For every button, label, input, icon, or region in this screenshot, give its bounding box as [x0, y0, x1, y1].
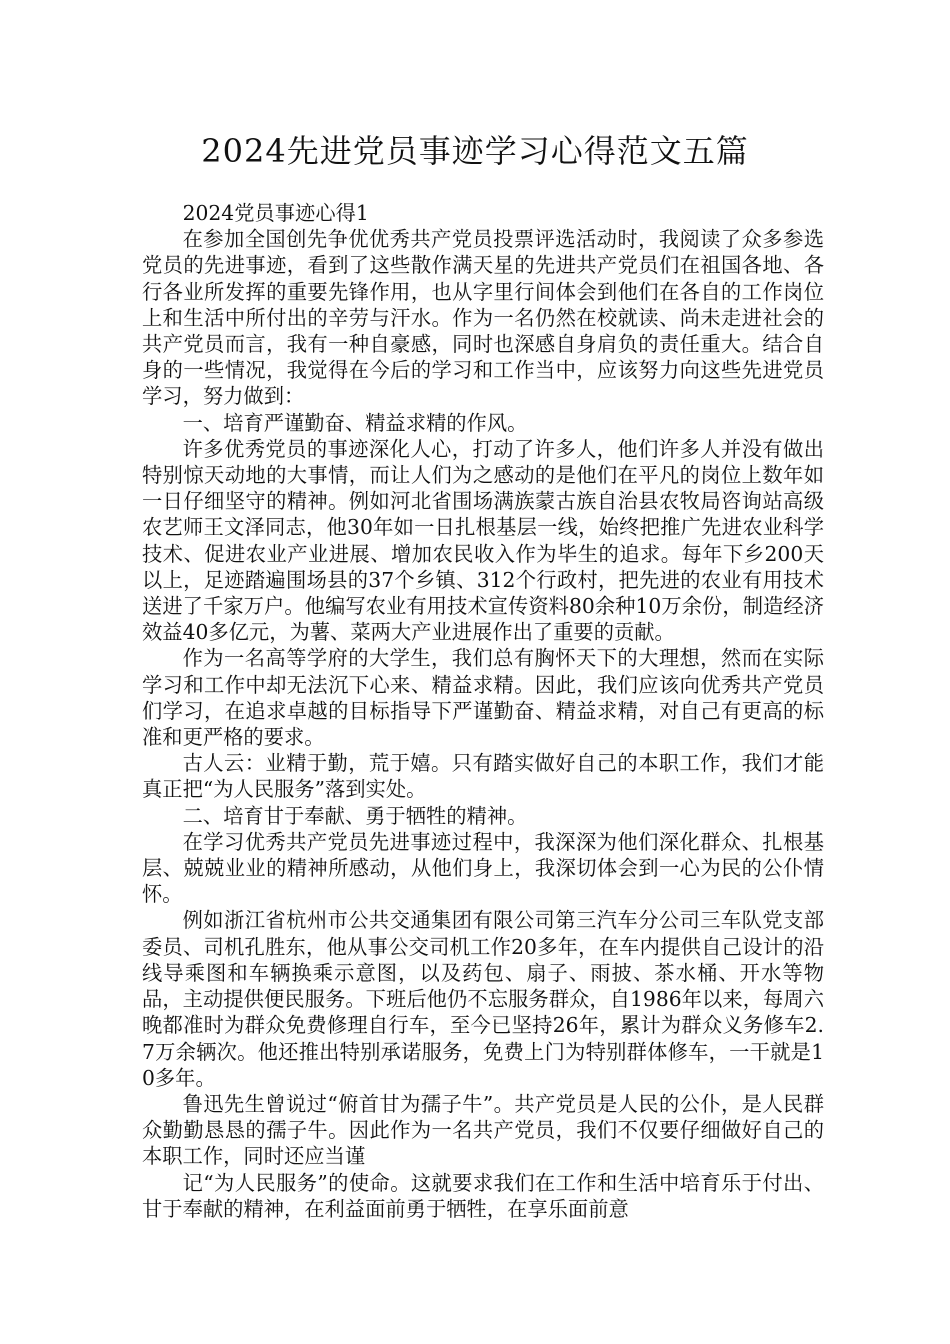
subheading-1: 一、培育严谨勤奋、精益求精的作风。 — [182, 410, 528, 435]
section-heading-1: 2024党员事迹心得1 — [182, 201, 369, 225]
paragraph: 作为一名高等学府的大学生，我们总有胸怀天下的大理想，然而在实际学习和工作中却无法沉下心来、精益求精。因此，我们应该向优秀共产党员们学习，在追求卓越的目标指导下严谨勤奋、精益求精，对自己有更高的标准和更严格的要求。 — [142, 646, 824, 750]
paragraph: 记“为人民服务”的使命。这就要求我们在工作和生活中培育乐于付出、甘于奉献的精神，在利益面前勇于牺牲，在享乐面前意 — [142, 1170, 824, 1221]
paragraph: 例如浙江省杭州市公共交通集团有限公司第三汽车分公司三车队党支部委员、司机孔胜东，他从事公交司机工作20多年，在车内提供自己设计的沿线导乘图和车辆换乘示意图，以及药包、扇子、雨披、茶水桶、开水等物品，主动提供便民服务。下班后他仍不忘服务群众，自1986年以来，每周六晚都准时为群众免费修理自行车，至今已坚持26年，累计为群众义务修车2.7万余辆次。他还推出特别承诺服务，免费上门为特别群体修车，一干就是10多年。 — [142, 908, 824, 1090]
subheading-2: 二、培育甘于奉献、勇于牺牲的精神。 — [182, 803, 528, 828]
paragraph: 许多优秀党员的事迹深化人心，打动了许多人，他们许多人并没有做出特别惊天动地的大事情，而让人们为之感动的是他们在平凡的岗位上数年如一日仔细坚守的精神。例如河北省围场满族蒙古族自治县农牧局咨询站高级农艺师王文泽同志，他30年如一日扎根基层一线，始终把推广先进农业科学技术、促进农业产业进展、增加农民收入作为毕生的追求。每年下乡200天以上，足迹踏遍围场县的37个乡镇、312个行政村，把先进的农业有用技术送进了千家万户。他编写农业有用技术宣传资料80余种10万余份，制造经济效益40多亿元，为薯、菜两大产业进展作出了重要的贡献。 — [142, 436, 824, 645]
paragraph: 在学习优秀共产党员先进事迹过程中，我深深为他们深化群众、扎根基层、兢兢业业的精神所感动，从他们身上，我深切体会到一心为民的公仆情怀。 — [142, 829, 824, 907]
paragraph: 鲁迅先生曾说过“俯首甘为孺子牛”。共产党员是人民的公仆，是人民群众勤勤恳恳的孺子牛。因此作为一名共产党员，我们不仅要仔细做好自己的本职工作，同时还应当谨 — [142, 1091, 824, 1169]
paragraph: 古人云：业精于勤，荒于嬉。只有踏实做好自己的本职工作，我们才能真正把“为人民服务”落到实处。 — [142, 751, 824, 802]
document-title: 2024先进党员事迹学习心得范文五篇 — [201, 132, 749, 170]
paragraph: 在参加全国创先争优优秀共产党员投票评选活动时，我阅读了众多参选党员的先进事迹，看到了这些散作满天星的先进共产党员们在祖国各地、各行各业所发挥的重要先锋作用，也从字里行间体会到他们在各自的工作岗位上和生活中所付出的辛劳与汗水。作为一名仍然在校就读、尚未走进社会的共产党员而言，我有一种自豪感，同时也深感自身肩负的责任重大。结合自身的一些情况，我觉得在今后的学习和工作当中，应该努力向这些先进党员学习，努力做到： — [142, 227, 824, 409]
document-body — [142, 200, 824, 1222]
